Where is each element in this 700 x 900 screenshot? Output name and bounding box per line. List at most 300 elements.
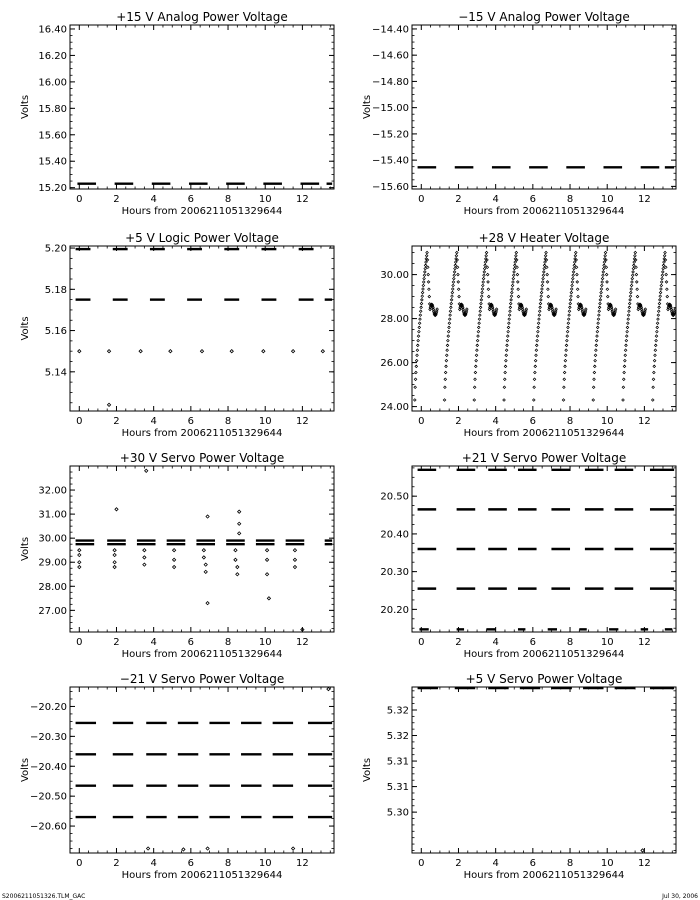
y-tick-label: −20.50 [29,791,67,803]
data-point [652,386,655,389]
data-point [634,251,637,254]
data-point [146,847,149,850]
data-point [576,288,579,291]
x-tick-label: 0 [418,637,425,648]
data-point [600,291,603,294]
data-point [507,330,510,333]
y-tick-label: 27.00 [38,605,67,617]
x-tick-label: 0 [418,858,425,869]
data-point [567,322,570,325]
data-point [597,318,600,321]
y-axis-label: Volts [362,94,373,120]
data-point [566,335,569,338]
data-layer [418,470,675,630]
data-point [666,288,669,291]
data-point [291,350,294,353]
y-tick-label: −20.20 [29,701,67,713]
data-point [483,274,486,277]
data-point [485,251,488,254]
x-tick-label: 12 [638,194,651,205]
data-point [575,259,578,262]
data-point [512,277,515,280]
data-point [604,254,607,257]
data-point [445,359,448,362]
data-point [569,306,572,309]
data-point [660,281,663,284]
data-point [651,399,654,402]
data-point [593,378,596,381]
data-point [427,273,430,276]
data-point [625,335,628,338]
x-tick-label: 12 [638,637,651,648]
x-tick-label: 0 [418,194,425,205]
data-point [267,597,270,600]
data-point [537,326,540,329]
x-tick-label: 0 [418,416,425,427]
plot-frame [412,25,676,189]
data-point [564,365,567,368]
data-point [455,254,458,257]
data-point [664,259,667,262]
data-point [601,284,604,287]
data-point [420,302,423,305]
y-axis-label: Volts [20,757,31,783]
data-point [423,274,426,277]
data-point [656,326,659,329]
data-point [204,563,207,566]
data-point [477,335,480,338]
data-point [665,281,668,284]
data-point [626,326,629,329]
data-point [511,284,514,287]
data-layer [76,469,333,631]
data-point [631,274,634,277]
data-point [415,365,418,368]
x-tick-label: 4 [492,416,499,427]
data-point [503,399,506,402]
x-tick-label: 4 [150,194,157,205]
chart-0 [20,10,334,217]
data-point [622,399,625,402]
data-point [508,322,511,325]
data-point [505,359,508,362]
data-point [656,322,659,325]
data-point [484,261,487,264]
data-point [662,267,665,270]
data-point [542,274,545,277]
data-point [508,314,511,317]
data-point [415,359,418,362]
chart-title: +15 V Analog Power Voltage [116,10,288,24]
data-point [414,378,417,381]
data-point [419,318,422,321]
y-tick-label: 16.40 [38,24,67,36]
data-point [173,558,176,561]
data-layer [418,688,675,852]
data-point [454,267,457,270]
y-tick-label: −15.60 [371,181,409,193]
data-point [563,371,566,374]
data-point [570,291,573,294]
data-point [447,339,450,342]
x-tick-label: 2 [455,194,462,205]
data-point [599,299,602,302]
data-point [448,318,451,321]
x-tick-label: 6 [187,416,195,427]
data-point [456,259,459,262]
chart-title: −15 V Analog Power Voltage [458,10,630,24]
data-layer [413,251,676,401]
data-point [452,281,455,284]
x-tick-label: 2 [113,416,120,427]
data-point [538,314,541,317]
data-point [512,274,515,277]
footer-date: Jul 30, 2006 [662,893,698,900]
y-axis-label: Volts [20,94,31,120]
data-point [453,271,456,274]
data-point [476,344,479,347]
data-point [206,847,209,850]
x-tick-label: 8 [224,416,232,427]
data-point [482,277,485,280]
data-point [423,277,426,280]
y-tick-label: 26.00 [380,358,409,370]
data-point [428,295,431,298]
data-point [450,299,453,302]
x-tick-label: 4 [492,858,499,869]
data-point [480,295,483,298]
data-point [473,386,476,389]
x-tick-label: 12 [296,637,309,648]
data-point [546,273,549,276]
data-point [541,288,544,291]
data-point [476,349,479,352]
data-point [574,254,577,257]
x-tick-label: 0 [76,416,83,427]
data-point [636,288,639,291]
data-point [571,281,574,284]
data-point [486,273,489,276]
data-point [594,359,597,362]
data-point [662,264,665,267]
data-point [606,295,609,298]
data-point [629,295,632,298]
x-tick-label: 8 [224,637,232,648]
x-tick-label: 12 [638,858,651,869]
data-point [545,251,548,254]
data-point [107,403,110,406]
data-point [562,399,565,402]
data-point [453,277,456,280]
data-point [414,386,417,389]
data-point [450,302,453,305]
y-tick-label: 5.14 [44,367,67,379]
data-point [563,378,566,381]
data-point [622,386,625,389]
x-tick-label: 2 [113,637,120,648]
data-point [517,288,520,291]
data-point [486,259,489,262]
data-point [474,365,477,368]
data-point [567,326,570,329]
data-point [482,284,485,287]
data-point [487,281,490,284]
data-point [514,261,517,264]
x-tick-label: 10 [600,194,614,205]
data-point [204,570,207,573]
data-point [658,306,661,309]
data-point [516,266,519,269]
data-point [596,335,599,338]
y-tick-label: 28.00 [38,581,67,593]
data-point [420,306,423,309]
data-point [445,365,448,368]
data-point [663,254,666,257]
data-point [426,259,429,262]
data-point [627,322,630,325]
data-point [515,254,518,257]
data-point [657,310,660,313]
data-point [78,561,81,564]
data-point [605,259,608,262]
y-tick-label: 5.16 [44,326,67,338]
x-tick-label: 8 [566,858,574,869]
y-tick-label: −20.40 [29,761,67,773]
data-point [416,354,419,357]
data-point [598,314,601,317]
data-point [627,314,630,317]
y-tick-label: −20.30 [29,731,67,743]
data-point [568,314,571,317]
data-point [625,344,628,347]
x-tick-label: 10 [600,858,614,869]
chart-5 [380,451,676,660]
x-tick-label: 4 [150,416,157,427]
data-point [78,350,81,353]
data-point [516,273,519,276]
chart-title: +5 V Servo Power Voltage [465,672,623,686]
y-tick-label: 31.00 [38,509,67,521]
chart-4 [20,451,334,660]
data-point [487,295,490,298]
y-tick-label: −15.00 [371,103,409,115]
data-point [635,273,638,276]
data-point [564,359,567,362]
data-point [506,335,509,338]
y-tick-label: 5.31 [386,782,409,794]
data-point [478,322,481,325]
data-point [481,291,484,294]
x-tick-label: 2 [455,858,462,869]
data-point [78,553,81,556]
data-point [539,306,542,309]
data-point [416,349,419,352]
data-point [652,378,655,381]
data-point [476,339,479,342]
data-point [424,264,427,267]
data-point [202,549,205,552]
x-tick-label: 2 [455,637,462,648]
data-point [571,284,574,287]
x-tick-label: 12 [638,416,651,427]
x-tick-label: 10 [600,416,614,427]
y-tick-label: 5.32 [386,705,409,717]
data-point [484,264,487,267]
data-point [206,602,209,605]
data-point [663,261,666,264]
y-tick-label: 30.00 [380,270,409,282]
x-tick-label: 4 [150,858,157,869]
data-point [626,330,629,333]
x-axis-label: Hours from 2006211051329644 [463,428,625,439]
data-point [624,359,627,362]
data-point [533,386,536,389]
data-point [480,302,483,305]
x-tick-label: 6 [187,858,195,869]
x-tick-label: 4 [150,637,157,648]
y-tick-label: −14.80 [371,76,409,88]
data-point [291,847,294,850]
data-point [418,322,421,325]
data-point [541,284,544,287]
data-point [427,266,430,269]
data-point [513,267,516,270]
data-point [510,299,513,302]
data-point [479,314,482,317]
data-point [421,299,424,302]
y-tick-label: 5.32 [386,731,409,743]
data-point [573,261,576,264]
data-point [265,549,268,552]
x-tick-label: 6 [529,637,537,648]
data-point [486,266,489,269]
data-point [236,565,239,568]
data-layer [76,687,333,851]
data-point [262,350,265,353]
data-point [448,322,451,325]
data-point [78,565,81,568]
data-point [641,849,644,852]
data-point [422,284,425,287]
x-axis-label: Hours from 2006211051329644 [121,649,283,660]
data-point [483,267,486,270]
data-point [143,556,146,559]
data-point [416,344,419,347]
data-point [415,371,418,374]
y-tick-label: −20.60 [29,821,67,833]
y-tick-label: 5.30 [386,807,409,819]
data-point [115,508,118,511]
data-point [534,371,537,374]
chart-2 [20,231,334,439]
data-point [113,549,116,552]
y-tick-label: 30.00 [38,533,67,545]
data-point [535,349,538,352]
data-point [573,264,576,267]
data-point [572,271,575,274]
data-point [447,335,450,338]
data-point [234,558,237,561]
x-tick-label: 12 [296,858,309,869]
data-point [173,549,176,552]
data-point [451,291,454,294]
data-point [453,274,456,277]
data-point [596,330,599,333]
plot-frame [412,466,676,632]
data-point [475,354,478,357]
data-point [605,273,608,276]
data-point [506,339,509,342]
data-point [510,295,513,298]
data-point [565,349,568,352]
plot-frame [70,687,334,853]
x-tick-label: 6 [529,194,537,205]
data-point [566,339,569,342]
data-point [234,549,237,552]
x-tick-label: 0 [76,637,83,648]
y-tick-label: 20.20 [380,604,409,616]
data-point [444,378,447,381]
data-point [634,259,637,262]
data-point [540,291,543,294]
y-tick-label: −15.20 [371,129,409,141]
data-point [630,284,633,287]
data-point [595,339,598,342]
chart-1 [362,10,676,217]
chart-title: +30 V Servo Power Voltage [119,451,285,465]
data-point [417,339,420,342]
data-point [230,350,233,353]
data-point [451,295,454,298]
data-point [544,261,547,264]
data-point [474,378,477,381]
y-tick-label: 29.00 [38,557,67,569]
data-point [563,386,566,389]
data-point [113,561,116,564]
data-point [634,254,637,257]
data-point [506,344,509,347]
data-point [169,350,172,353]
data-point [631,281,634,284]
data-point [540,295,543,298]
x-tick-label: 10 [258,416,272,427]
y-axis-label: Volts [20,536,31,562]
data-point [422,281,425,284]
chart-title: +28 V Heater Voltage [478,231,610,245]
x-tick-label: 6 [187,194,195,205]
data-point [622,378,625,381]
y-tick-label: 15.80 [38,103,67,115]
data-point [573,267,576,270]
data-point [632,264,635,267]
data-point [635,266,638,269]
data-point [425,261,428,264]
data-point [293,549,296,552]
data-point [576,273,579,276]
data-point [659,299,662,302]
chart-title: +5 V Logic Power Voltage [125,231,279,245]
data-point [632,271,635,274]
x-tick-label: 6 [529,858,537,869]
data-point [570,288,573,291]
y-tick-label: 15.40 [38,156,67,168]
data-point [564,354,567,357]
data-point [547,288,550,291]
plot-frame [70,246,334,411]
data-layer [76,249,333,406]
data-point [446,344,449,347]
data-point [419,314,422,317]
